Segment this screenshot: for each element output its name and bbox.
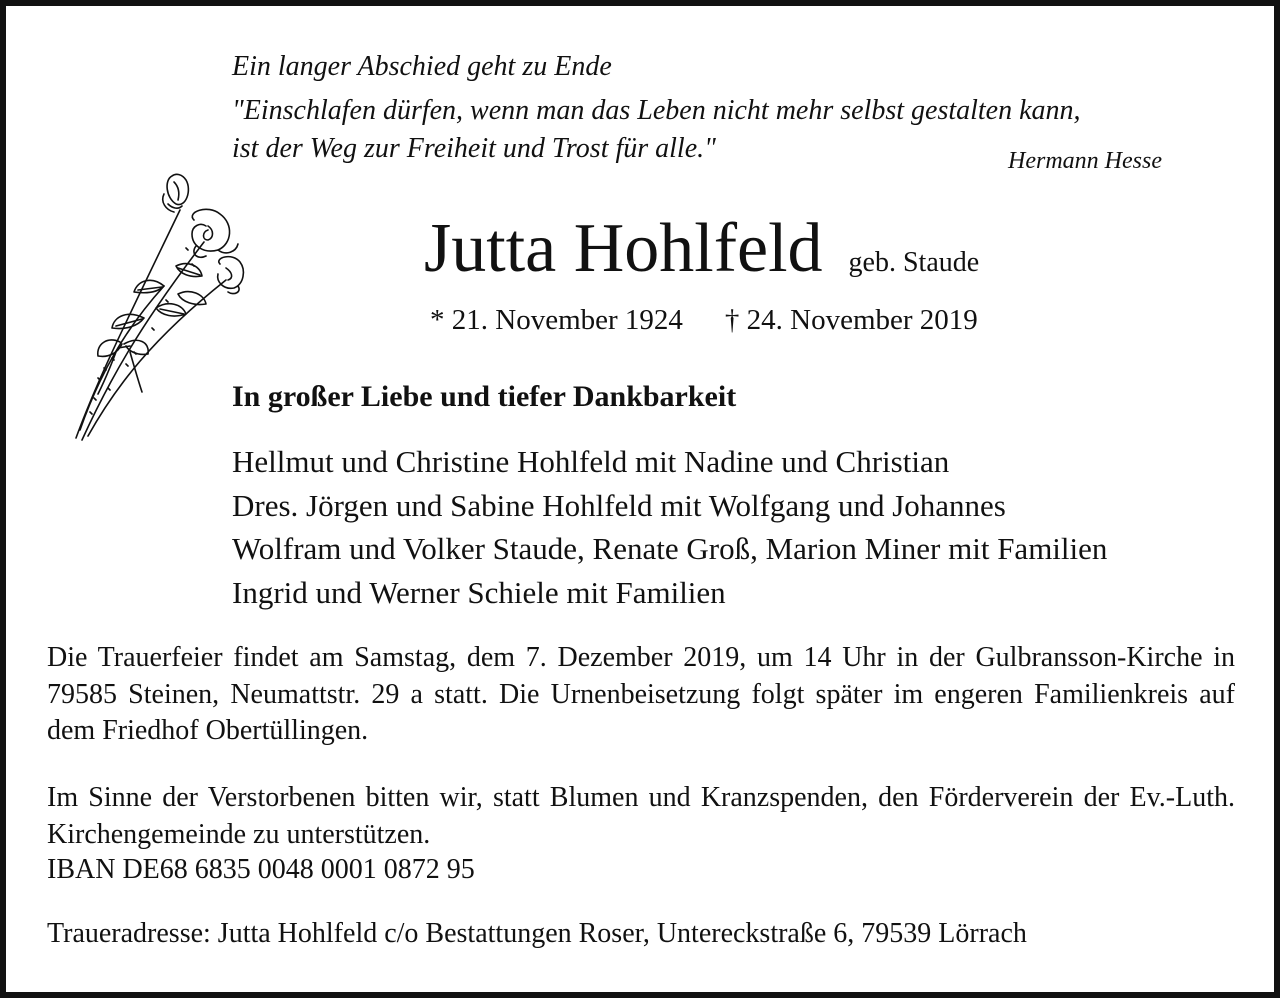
motto-line: Ein langer Abschied geht zu Ende (232, 51, 612, 82)
deceased-name: Jutta Hohlfeld (424, 210, 823, 287)
mourner-line: Wolfram und Volker Staude, Renate Groß, Marion Miner mit Familien (232, 531, 1108, 566)
deceased-heading (424, 206, 979, 292)
dedication-line: In großer Liebe und tiefer Dankbarkeit (232, 380, 737, 413)
hesse-quote (232, 92, 1081, 168)
quote-author: Hermann Hesse (1008, 148, 1162, 174)
birth-date: * 21. November 1924 (430, 304, 683, 336)
mourners-list (232, 440, 1107, 614)
iban-line: IBAN DE68 6835 0048 0001 0872 95 (47, 854, 475, 885)
mourning-address: Traueradresse: Jutta Hohlfeld c/o Bestattungen Roser, Untereckstraße 6, 79539 Lörrach (47, 918, 1027, 949)
mourner-line: Ingrid und Werner Schiele mit Familien (232, 574, 726, 610)
death-date: † 24. November 2019 (724, 304, 978, 336)
maiden-name: geb. Staude (848, 247, 980, 278)
ceremony-paragraph: Die Trauerfeier findet am Samstag, dem 7. Dezember 2019, um 14 Uhr in der Gulbransson-Kirche in 79585 Steinen, Neumattstr. 29 a statt. Die Urnenbeisetzung folgt später im engeren Familienkreis auf dem Friedhof Obertüllingen. (47, 642, 1235, 746)
quote-line-2: ist der Weg zur Freiheit und Trost für alle." (232, 133, 716, 164)
mourner-line: Hellmut und Christine Hohlfeld mit Nadine und Christian (232, 444, 950, 479)
life-dates (430, 304, 978, 337)
mourner-line: Dres. Jörgen und Sabine Hohlfeld mit Wolfgang und Johannes (232, 487, 1006, 523)
quote-line-1: "Einschlafen dürfen, wenn man das Leben nicht mehr selbst gestalten kann, (232, 95, 1081, 126)
rose-drawing-icon (68, 168, 248, 444)
donation-paragraph: Im Sinne der Verstorbenen bitten wir, statt Blumen und Kranzspenden, den Förderverein der Ev.-Luth. Kirchengemeinde zu unterstützen. (47, 782, 1235, 850)
